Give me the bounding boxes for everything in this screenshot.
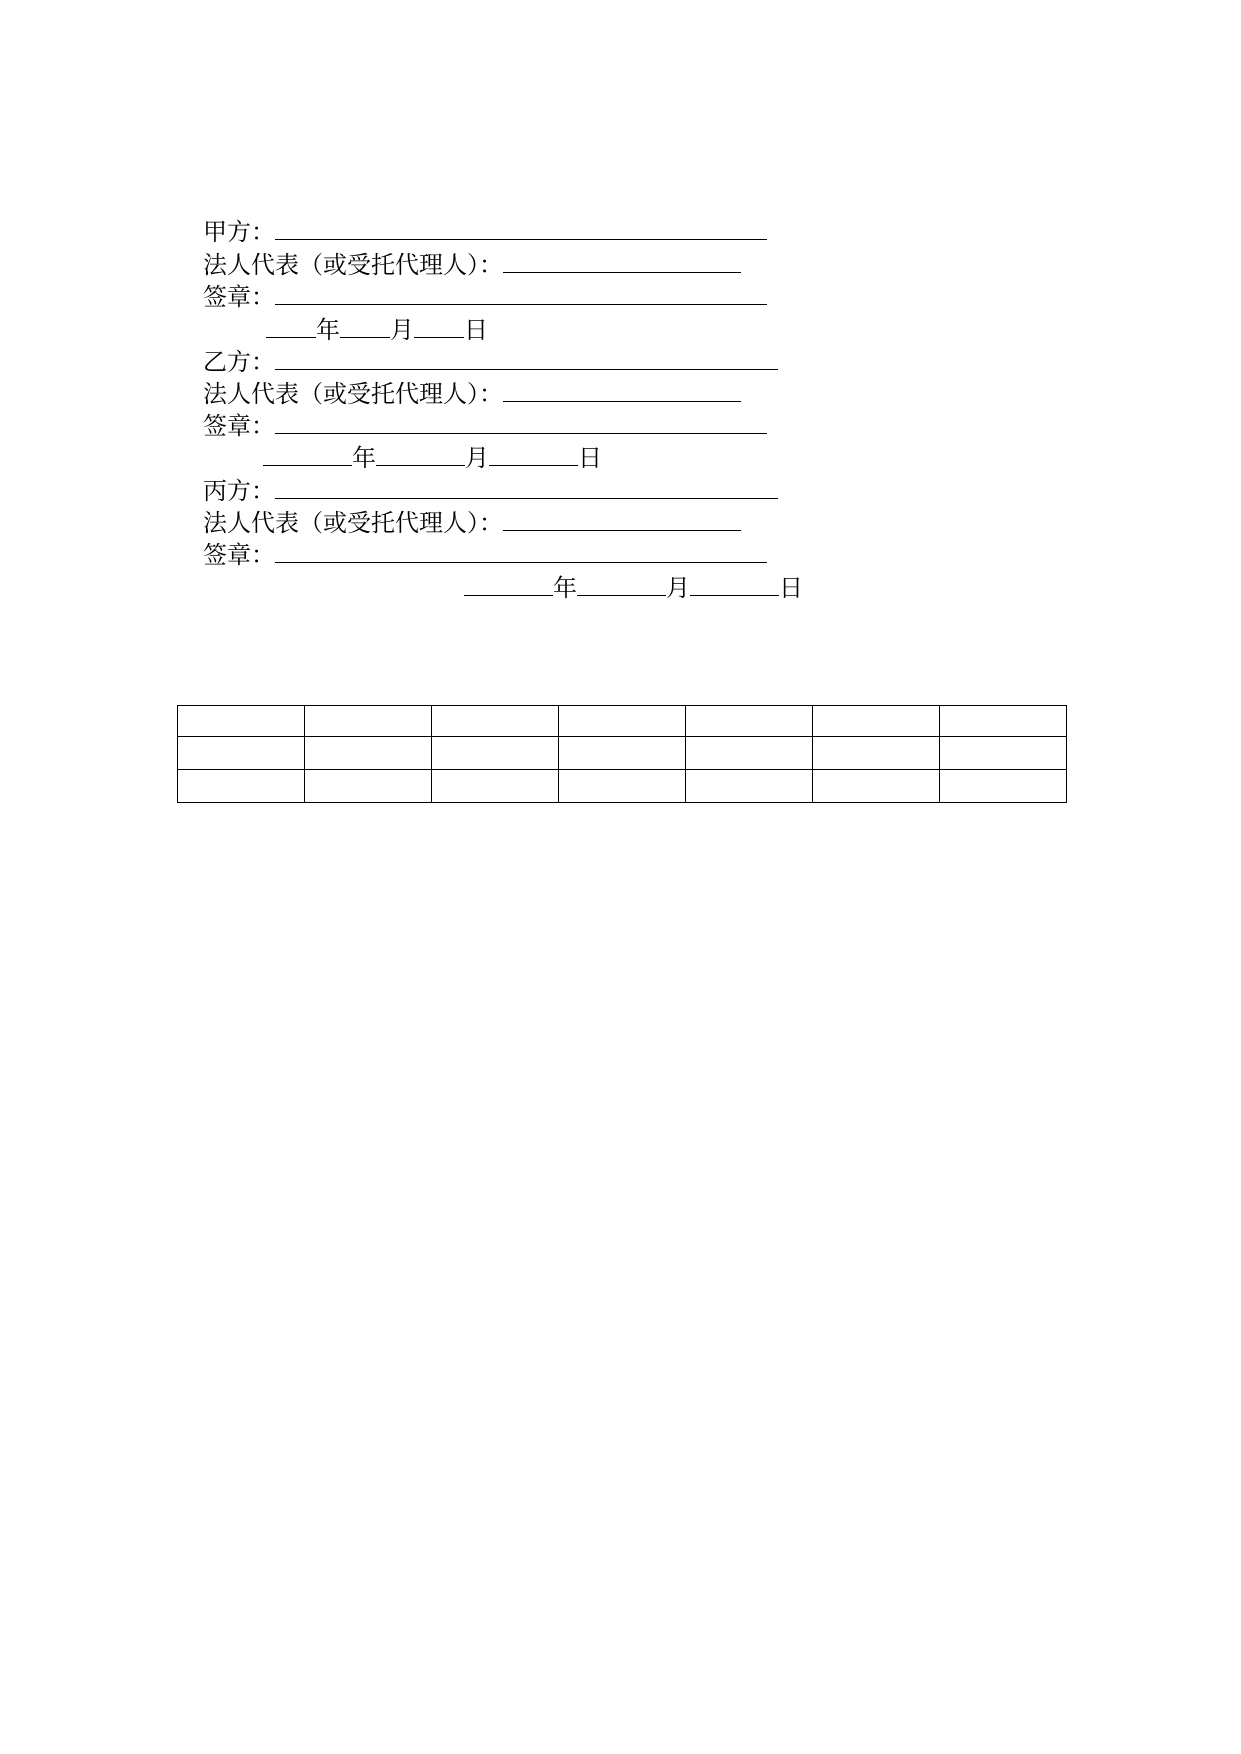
- party-a-label: 甲方：: [203, 218, 275, 246]
- party-c-name-field[interactable]: [275, 476, 778, 499]
- party-a-rep-field[interactable]: [503, 250, 741, 273]
- party-b-line: [203, 346, 778, 378]
- party-b-rep-field[interactable]: [503, 379, 741, 402]
- party-b-day-field[interactable]: [489, 443, 578, 466]
- table-row: [178, 737, 1067, 770]
- table-cell[interactable]: [813, 737, 940, 770]
- table-cell[interactable]: [813, 770, 940, 803]
- party-c-month-field[interactable]: [577, 573, 666, 596]
- party-a-seal-field[interactable]: [275, 282, 767, 305]
- party-b-seal-field[interactable]: [275, 411, 767, 434]
- party-c-seal-label: 签章：: [203, 541, 275, 569]
- table-cell[interactable]: [432, 706, 559, 737]
- party-c-seal-line: [203, 539, 767, 571]
- table-cell[interactable]: [940, 770, 1067, 803]
- table-cell[interactable]: [686, 706, 813, 737]
- table-cell[interactable]: [305, 770, 432, 803]
- blank-table-body: [178, 706, 1067, 803]
- month-label: 月: [465, 444, 489, 472]
- year-label: 年: [553, 574, 577, 602]
- party-b-seal-label: 签章：: [203, 412, 275, 440]
- party-c-day-field[interactable]: [690, 573, 779, 596]
- day-label: 日: [578, 444, 602, 472]
- table-cell[interactable]: [178, 770, 305, 803]
- table-cell[interactable]: [559, 770, 686, 803]
- party-c-rep-label: 法人代表（或受托代理人）：: [203, 509, 503, 537]
- party-b-label: 乙方：: [203, 348, 275, 376]
- party-a-rep-label: 法人代表（或受托代理人）：: [203, 251, 503, 279]
- table-cell[interactable]: [432, 737, 559, 770]
- party-a-day-field[interactable]: [414, 315, 464, 338]
- party-b-name-field[interactable]: [275, 347, 778, 370]
- blank-table: [177, 705, 1067, 803]
- party-c-label: 丙方：: [203, 477, 275, 505]
- month-label: 月: [390, 316, 414, 344]
- party-b-rep-label: 法人代表（或受托代理人）：: [203, 380, 503, 408]
- year-label: 年: [316, 316, 340, 344]
- table-cell[interactable]: [813, 706, 940, 737]
- party-c-date-line: [464, 572, 803, 604]
- party-b-date-line: [263, 442, 602, 474]
- table-cell[interactable]: [178, 737, 305, 770]
- party-a-name-field[interactable]: [275, 217, 767, 240]
- party-c-line: [203, 475, 778, 507]
- table-row: [178, 770, 1067, 803]
- table-cell[interactable]: [305, 737, 432, 770]
- table-cell[interactable]: [940, 737, 1067, 770]
- day-label: 日: [464, 316, 488, 344]
- party-c-rep-line: [203, 507, 741, 539]
- table-cell[interactable]: [432, 770, 559, 803]
- table-cell[interactable]: [940, 706, 1067, 737]
- party-c-rep-field[interactable]: [503, 508, 741, 531]
- party-c-seal-field[interactable]: [275, 540, 767, 563]
- party-a-date-line: [266, 314, 488, 346]
- year-label: 年: [352, 444, 376, 472]
- party-a-year-field[interactable]: [266, 315, 316, 338]
- table-cell[interactable]: [305, 706, 432, 737]
- table-cell[interactable]: [686, 737, 813, 770]
- table-cell[interactable]: [178, 706, 305, 737]
- party-a-line: [203, 216, 767, 248]
- party-b-year-field[interactable]: [263, 443, 352, 466]
- party-a-month-field[interactable]: [340, 315, 390, 338]
- party-b-month-field[interactable]: [376, 443, 465, 466]
- party-b-rep-line: [203, 378, 741, 410]
- party-c-year-field[interactable]: [464, 573, 553, 596]
- party-b-seal-line: [203, 410, 767, 442]
- day-label: 日: [779, 574, 803, 602]
- table-cell[interactable]: [559, 706, 686, 737]
- month-label: 月: [666, 574, 690, 602]
- party-a-rep-line: [203, 249, 741, 281]
- table-cell[interactable]: [686, 770, 813, 803]
- table-cell[interactable]: [559, 737, 686, 770]
- table-row: [178, 706, 1067, 737]
- party-a-seal-line: [203, 281, 767, 313]
- party-a-seal-label: 签章：: [203, 283, 275, 311]
